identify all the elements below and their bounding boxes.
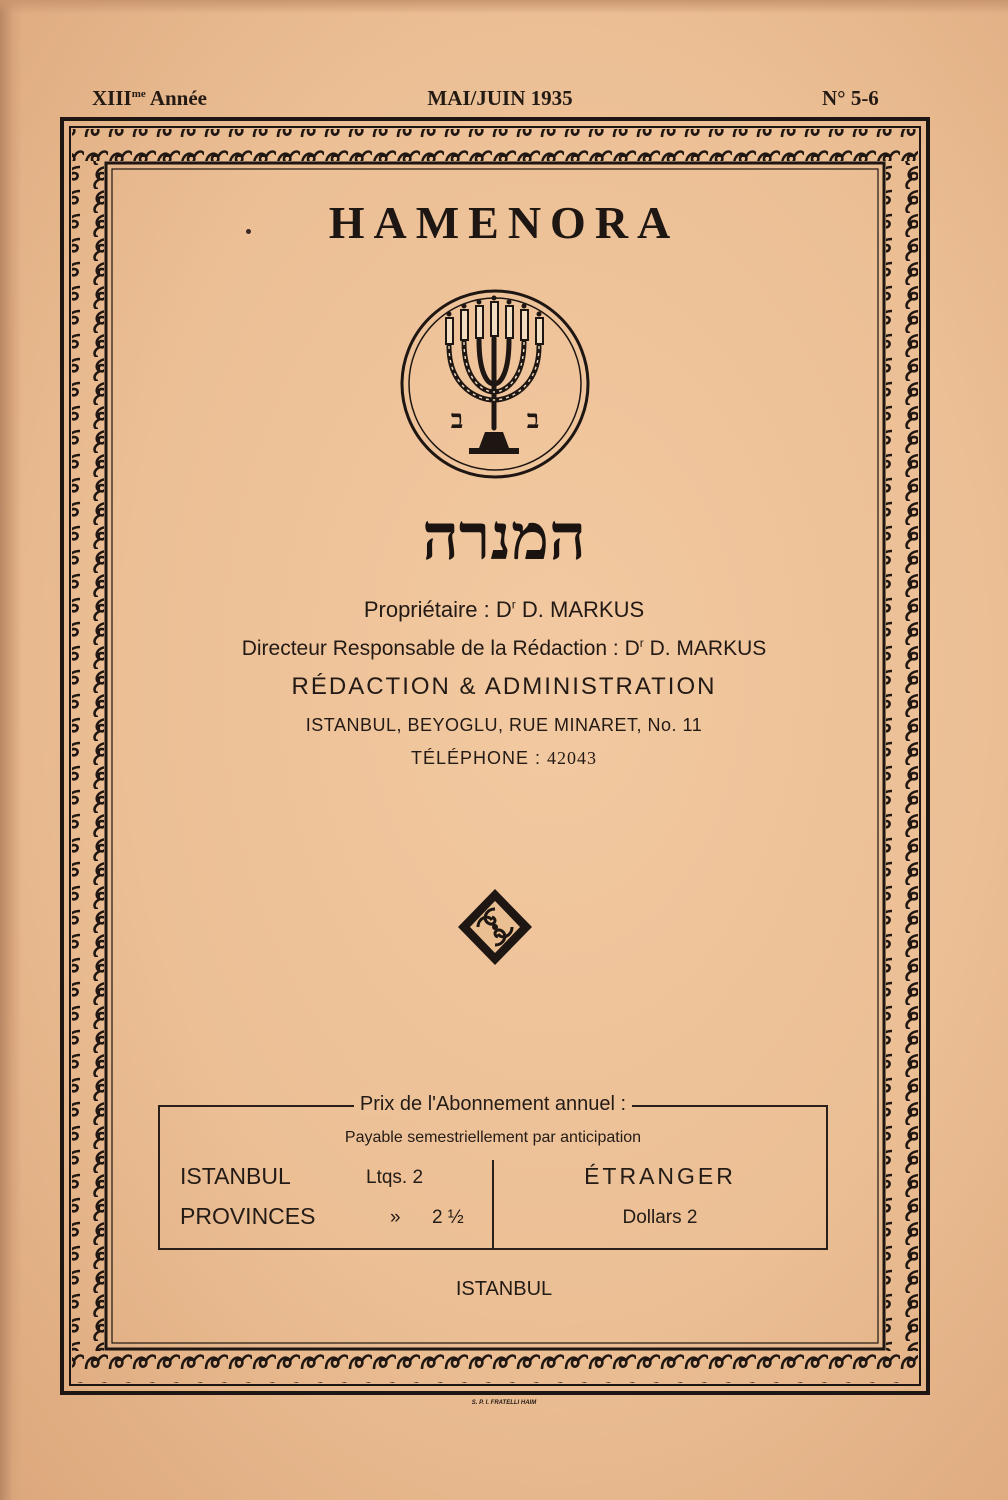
price-box-subtitle: Payable semestriellement par anticipation [344,1129,642,1146]
emblem-letter-left: ב [450,405,464,435]
director-line: Directeur Responsable de la Rédaction : $D^r$ D. MARKUS [241,636,767,660]
proprietor-line: Propriétaire : $D^r$ D. MARKUS [363,597,645,622]
issue-number: N° 5-6 [822,86,879,110]
hebrew-title: המנרה [422,500,586,575]
provinces-price: 2 ½ [432,1207,464,1228]
year-label: $XIII^{me}$ Année [92,86,207,110]
printer-credit: S. P. I. FRATELLI HAIM [471,1400,537,1406]
price-box-title: Prix de l'Abonnement annuel : [160,1093,826,1116]
provinces-ditto: » [390,1207,401,1228]
worn-top-edge [0,0,1008,14]
diamond-ornament-icon [456,887,534,967]
magazine-title: HAMENORA [328,197,680,248]
foreign-price: Dollars 2 [622,1207,698,1228]
issue-date: MAI/JUIN 1935 [427,86,573,110]
istanbul-price: Ltqs. 2 [366,1167,424,1188]
footer-city: ISTANBUL [455,1278,553,1300]
istanbul-label: ISTANBUL [180,1163,291,1189]
office-heading: RÉDACTION & ADMINISTRATION [291,673,717,700]
subscription-price-box [158,1093,828,1250]
menorah-emblem-icon [399,288,591,480]
emblem-letter-right: ב [526,405,540,435]
address-line: ISTANBUL, BEYOGLU, RUE MINARET, No. 11 [305,715,703,735]
phone-line: TÉLÉPHONE : 42043 [410,748,598,768]
provinces-label: PROVINCES [180,1203,316,1229]
foreign-label: ÉTRANGER [584,1163,736,1189]
